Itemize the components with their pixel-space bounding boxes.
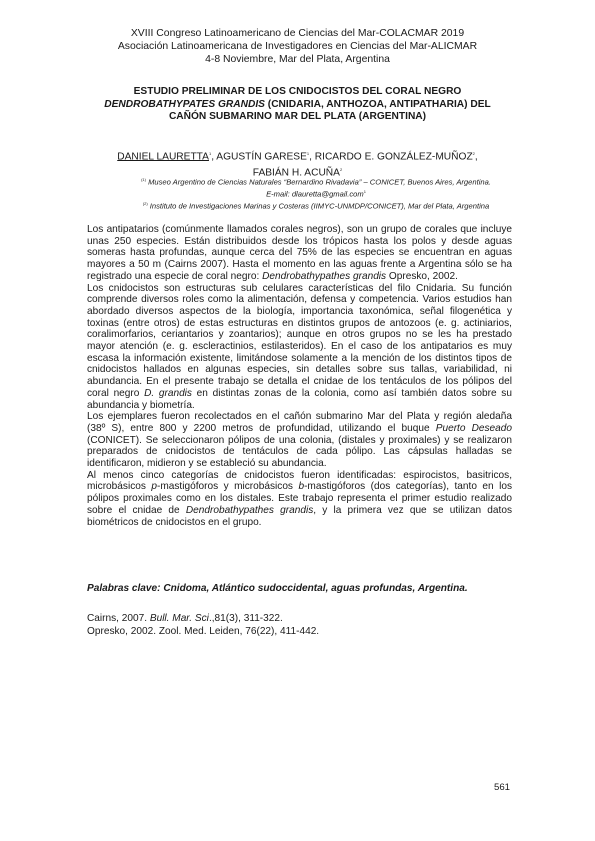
affiliation-2-sup: (2): [142, 201, 148, 206]
header-line-3: 4-8 Noviembre, Mar del Plata, Argentina: [205, 54, 390, 65]
abstract-body: [87, 224, 512, 528]
header-line-2: Asociación Latinoamericana de Investigadores en Ciencias del Mar-ALICMAR: [117, 41, 478, 52]
affiliation-2-text: Instituto de Investigaciones Marinas y Costeras (IIMYC-UNMDP/CONICET), Mar del Plata, Argentina: [147, 201, 490, 211]
affiliation-email: E-mail: dlauretta@gmail.com: [266, 189, 364, 199]
author-1: DANIEL LAURETTA: [117, 151, 209, 163]
reference-1-end: .,81(3), 311-322.: [208, 613, 283, 624]
paragraph-4-b: b: [298, 481, 305, 493]
authors-line-1: [70, 147, 525, 163]
paragraph-2: [87, 283, 512, 412]
reference-1-journal: Bull. Mar. Sci: [149, 613, 209, 624]
paragraph-2-end: en distintas zonas de la colonia, como así también datos sobre su abundancia y biometría.: [87, 387, 512, 411]
affiliation-1-text: Museo Argentino de Ciencias Naturales “Bernardino Rivadavia” – CONICET, Buenos Aires, Argentina.: [145, 177, 491, 187]
paper-title: [70, 86, 525, 124]
paragraph-2-species: D. grandis: [144, 387, 192, 399]
author-4-sup: 2: [339, 167, 343, 173]
title-line-2-rest: (CNIDARIA, ANTHOZOA, ANTIPATHARIA) DEL: [264, 98, 491, 110]
paragraph-3-ship: Puerto Deseado: [435, 422, 512, 434]
paragraph-4-end: , y la primera vez que se utilizan datos biométricos de cnidocistos en el grupo.: [87, 504, 513, 528]
author-4: FABIÁN H. ACUÑA: [252, 167, 340, 179]
author-1-sup: 1: [208, 151, 212, 156]
paragraph-1-species: Dendrobathypathes grandis: [262, 270, 387, 282]
reference-1-start: Cairns, 2007.: [87, 613, 150, 624]
keywords: Palabras clave: Cnidoma, Atlántico sudoccidental, aguas profundas, Argentina.: [87, 583, 468, 594]
reference-2: Opresko, 2002. Zool. Med. Leiden, 76(22), 411-442.: [87, 626, 320, 637]
paragraph-4-text: Al menos cinco categorías de cnidocistos fueron identificadas: espirocistos, basitricos, microbásicos: [87, 469, 512, 493]
paragraph-4-mid2: -mastigóforos (dos categorías), tanto en los pólipos proximales como en los distales. Este trabajo representa el primer estudio realizado sobre el cnidae de: [87, 481, 512, 516]
paragraph-1: [87, 224, 512, 283]
conference-header: [60, 27, 535, 66]
paragraph-4-mid1: -mastigóforos y microbásicos: [156, 481, 299, 493]
affiliation-1-line: [96, 175, 536, 187]
paragraph-4: [87, 470, 512, 529]
title-line-2: [70, 99, 525, 112]
author-2-sup: 1: [306, 151, 310, 156]
references: [87, 612, 512, 638]
author-3-sup: 2: [472, 151, 475, 156]
affiliation-1-email-line: [96, 187, 536, 199]
paragraph-3-end: (CONICET). Se seleccionaron pólipos de una colonia, (distales y proximales) y se realizaron preparados de cnidocistos de tentáculos de cada pólipo. Las cápsulas halladas se identificaron, midieron y se estableció su abundancia.: [87, 434, 512, 470]
affiliation-email-sup: 1: [363, 189, 366, 195]
affiliation-1-sup: (1): [141, 177, 146, 182]
affiliation-1: [96, 175, 536, 199]
title-species-italic: DENDROBATHYPATES GRANDIS: [104, 98, 265, 110]
page-number: 561: [493, 782, 510, 793]
title-line-3: CAÑÓN SUBMARINO MAR DEL PLATA (ARGENTINA): [168, 111, 427, 123]
paragraph-1-end: Opresko, 2002.: [386, 270, 458, 282]
affiliation-2: [96, 199, 536, 211]
paragraph-4-p: p: [151, 481, 157, 493]
paragraph-3: [87, 411, 512, 470]
title-line-1: ESTUDIO PRELIMINAR DE LOS CNIDOCISTOS DEL CORAL NEGRO: [133, 86, 462, 97]
paragraph-2-text: Los cnidocistos son estructuras sub celulares características del filo Cnidaria. Su función comprende diversos roles como la alimentación, defensa y competencia. Varios estudios han abordado diversos aspectos de la biología, importancia taxonómica, señal filogenética y toxinas (entre otros) de estas estructuras en distintos grupos de antozoos (e. g. actiniarios, coralimorfarios, ceriantarios y zoantarios); aunque en otros grupos no se les ha prestado mayor atención (e. g. escleractinios, estilasteridos). En el caso de los antipatarios es muy escasa la información existente, limitándose solamente a la mención de los distintos tipos de cnidocistos hallados en algunas especies, sin detalles sobre sus tallas, variabilidad, ni abundancia. En el presente trabajo se detalla el cnidae de los tentáculos de los pólipos del coral negro: [87, 282, 512, 399]
header-line-1: XVIII Congreso Latinoamericano de Ciencias del Mar-COLACMAR 2019: [130, 28, 465, 39]
reference-1: [87, 612, 512, 625]
paragraph-1-text: Los antipatarios (comúnmente llamados corales negros), son un grupo de corales que incluye unas 250 especies. Están distribuidos desde los trópicos hasta los polos y desde aguas someras hasta profundas, aunque cerca del 75% de las especies se encuentran en aguas mayores a 50 m (Cairns 2007). Hasta el momento en las aguas frente a Argentina sólo se ha registrado una especie de coral negro:: [87, 224, 512, 282]
paragraph-3-text: Los ejemplares fueron recolectados en el cañón submarino Mar del Plata y región aledaña (38º S), entre 800 y 2200 metros de profundidad, utilizando el buque: [87, 411, 512, 434]
author-3: , RICARDO E. GONZÁLEZ-MUÑOZ: [309, 151, 473, 163]
author-separator: ,: [474, 151, 478, 163]
paragraph-4-species: Dendrobathypathes grandis: [185, 504, 314, 516]
author-2: , AGUSTÍN GARESE: [211, 151, 307, 163]
